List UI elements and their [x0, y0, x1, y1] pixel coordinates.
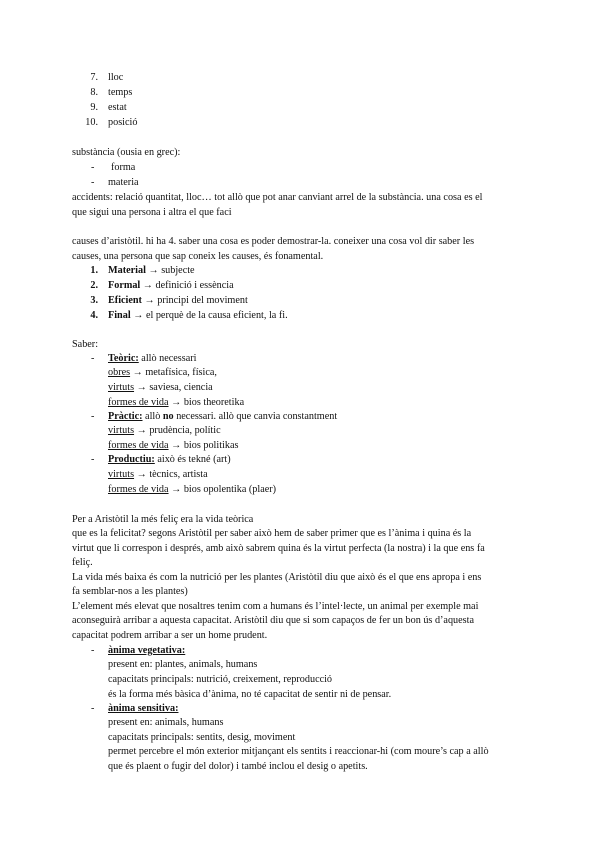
accidents-text: que sigui una persona i altra el que faci — [72, 207, 232, 218]
substancia-heading: substància (ousia en grec): — [72, 147, 181, 158]
paragraph-line: que es la felicitat? segons Aristòtil per saber això hem de saber primer que es l’ànima i quina és la — [72, 528, 472, 539]
list-item: virtuts → saviesa, ciencia — [108, 382, 213, 393]
list-item: que és plaent o fugir del dolor) i també inclou el desig o apetits. — [108, 761, 368, 772]
causes-intro: causes, una persona que sap coneix les causes, és fonamental. — [72, 251, 324, 262]
list-item: formes de vida → bios opolentika (plaer) — [108, 484, 277, 495]
paragraph-line: La vida més baixa és com la nutrició per les plantes (Aristòtil diu que això és el que ens apropa i ens — [72, 572, 482, 583]
accidents-text: accidents: relació quantitat, lloc… tot allò que pot anar canviant arrel de la substància. una cosa es el — [72, 192, 483, 203]
document-page: 7. lloc 8. temps 9. estat 10. posició substància (ousia en grec): - forma - materia accidents: relació quantitat, lloc… tot allò que pot anar canviant arrel de la substància. una cosa es el que sigui una persona i altra el que faci causes d’aristòtil. hi ha 4. saber una cosa es poder demostrar-la. coneixer una cosa vol dir saber les causes, una persona que sap coneix les causes, és fonamental. 1. Material → subjecte 2. Formal → definició i essència 3. Eficient → principi del moviment 4. Final → el perquè de la causa eficient, la fi. Saber: - Teòric: allò necessari obres → metafísica, física, virtuts → saviesa, ciencia formes de vida → bios theoretika - Pràctic: allò no necessari. allò que canvia constantment virtuts → prudència, polític formes de vida → bios politikas - Productiu: això és tekné (art) virtuts → tècnics, artista formes de vida → bios opolentika (plaer) Per a Aristòtil la més feliç era la vida teòrica que es la felicitat? segons Aristòtil per saber això hem de saber primer que es l’ànima i quina és la virtut que li correspon i després, amb això sabrem quina és la virtut perfecta (la nostra) i la que ens fa feliç. La vida més baixa és com la nutrició per les plantes (Aristòtil diu que això és el que ens apropa i ens fa semblar-nos a les plantes) L’element més elevat que nosaltres tenim com a humans és l’intel·lecte, un animal per exemple mai aconseguirà arribar a aquesta capacitat. Aristòtil diu que si som capaços de fer un bon ús d’aquesta capacitat podrem arribar a ser un home prudent. - ànima vegetativa: present en: plantes, animals, humans capacitats principals: nutrició, creixement, reproducció és la forma més bàsica d’ànima, no té capacitat de sentir ni de pensar. - ànima sensitiva: present en: animals, humans capacitats principals: sentits, desig, moviment permet percebre el món exterior mitjançant els sentits i reaccionar-hi (com moure’s cap a allò que és plaent o fugir del dolor) i també inclou el desig o apetits. — [72, 72, 489, 772]
paragraph-line: feliç. — [72, 557, 93, 568]
paragraph-line: aconseguirà arribar a aquesta capacitat. Aristòtil diu que si som capaços de fer un bon ús d’aquesta — [72, 615, 474, 626]
saber-heading: Saber: — [72, 339, 99, 350]
paragraph-line: capacitat podrem arribar a ser un home prudent. — [72, 630, 268, 641]
list-item: formes de vida → bios politikas — [108, 440, 239, 451]
paragraph-line: L’element més elevat que nosaltres tenim com a humans és l’intel·lecte, un animal per exemple mai — [72, 601, 479, 612]
paragraph-line: Per a Aristòtil la més feliç era la vida teòrica — [72, 514, 254, 525]
paragraph-line: fa semblar-nos a les plantes) — [72, 586, 188, 597]
list-item: obres → metafísica, física, — [108, 367, 217, 378]
list-item: formes de vida → bios theoretika — [108, 397, 245, 408]
list-item: capacitats principals: nutrició, creixement, reproducció — [108, 674, 333, 685]
list-item: present en: plantes, animals, humans — [108, 659, 258, 670]
list-item: permet percebre el món exterior mitjançant els sentits i reaccionar-hi (com moure’s cap a allò — [108, 746, 489, 757]
list-item: és la forma més bàsica d’ànima, no té capacitat de sentir ni de pensar. — [108, 689, 392, 700]
causes-intro: causes d’aristòtil. hi ha 4. saber una cosa es poder demostrar-la. coneixer una cosa vol dir saber les — [72, 236, 475, 247]
list-item: capacitats principals: sentits, desig, moviment — [108, 732, 296, 743]
list-item: present en: animals, humans — [108, 717, 224, 728]
paragraph-line: virtut que li correspon i després, amb això sabrem quina és la virtut perfecta (la nostra) i la que ens fa — [72, 543, 485, 554]
list-item: virtuts → prudència, polític — [108, 425, 221, 436]
list-item: virtuts → tècnics, artista — [108, 469, 208, 480]
